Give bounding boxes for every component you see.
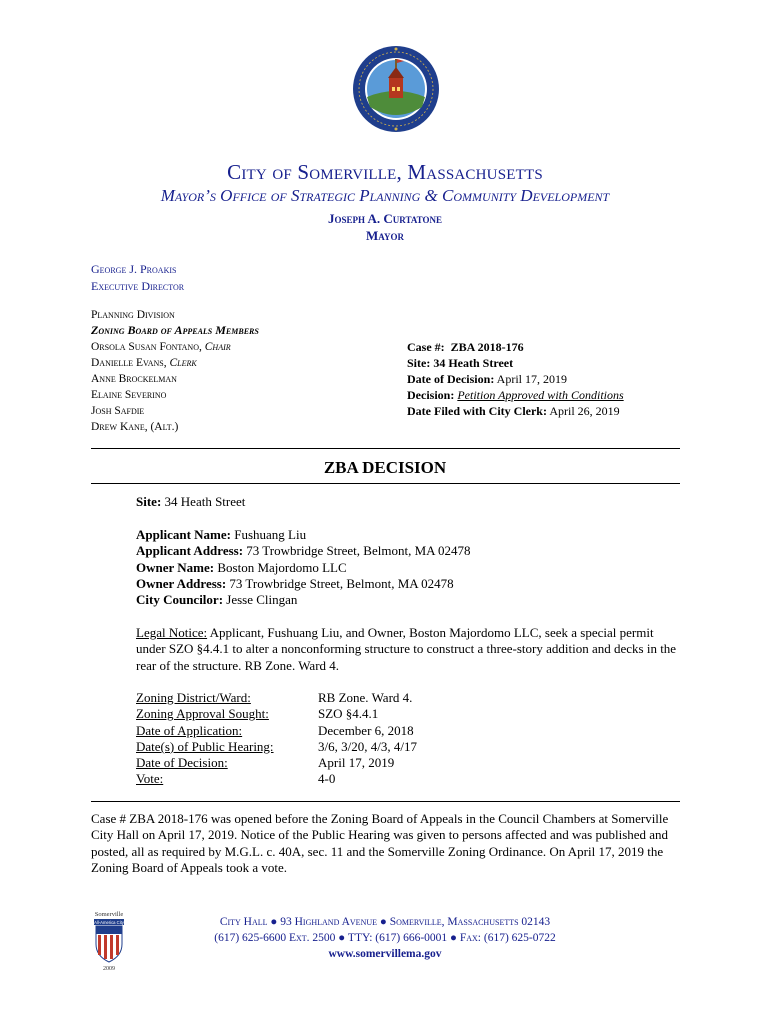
office-name: Mayor’s Office of Strategic Planning & Community Development	[160, 186, 610, 205]
footer-website-link[interactable]: www.somervillema.gov	[328, 948, 442, 960]
legal-notice: Legal Notice: Applicant, Fushuang Liu, and Owner, Boston Majordomo LLC, seek a special permit under SZO §4.4.1 to alter a nonconforming structure to construct a three-story addition and decks in the rear of the structure. RB Zone. Ward 4.	[136, 625, 677, 673]
member-item: Danielle Evans, Clerk	[91, 357, 197, 369]
applicant-block: Applicant Name: Fushuang Liu Applicant Address: 73 Trowbridge Street, Belmont, MA 02478 Owner Name: Boston Majordomo LLC Owner Address: 73 Trowbridge Street, Belmont, MA 02478 City Councilor: Jesse Clingan	[136, 527, 471, 608]
divider	[91, 801, 680, 802]
footer	[0, 914, 770, 962]
svg-text:All-America City: All-America City	[94, 920, 124, 925]
member-item: Anne Brockelman	[91, 373, 177, 385]
mayor-name: Joseph A. Curtatone	[327, 211, 442, 226]
member-item: Orsola Susan Fontano, Chair	[91, 341, 231, 353]
city-seal-logo	[352, 45, 440, 133]
case-summary: Case #: ZBA 2018-176 Site: 34 Heath Street Date of Decision: April 17, 2019 Decision: Petition Approved with Conditions Date Filed with City Clerk: April 26, 2019	[407, 340, 624, 418]
mayor-title: Mayor	[366, 228, 404, 243]
footer-phone: (617) 625-6600 Ext. 2500 ● TTY: (617) 666-0001 ● Fax: (617) 625-0722	[214, 932, 556, 944]
facts-labels: Zoning District/Ward: Zoning Approval Sought: Date of Application: Date(s) of Public Hearing: Date of Decision: Vote:	[136, 690, 274, 787]
svg-text:Somerville: Somerville	[94, 911, 124, 918]
member-list	[91, 339, 231, 435]
planning-division-label: Planning Division	[91, 309, 175, 321]
divider	[91, 448, 680, 449]
svg-text:2009: 2009	[103, 966, 115, 972]
city-title: City of Somerville, Massachusetts	[227, 160, 543, 184]
closing-paragraph: Case # ZBA 2018-176 was opened before the Zoning Board of Appeals in the Council Chambers at Somerville City Hall on April 17, 2019. Notice of the Public Hearing was given to persons affected and was published and posted, all as required by M.G.L. c. 40A, sec. 11 and the Somerville Zoning Ordinance. On April 17, 2019 the Zoning Board of Appeals took a vote.	[91, 811, 669, 875]
member-item: Drew Kane, (Alt.)	[91, 421, 179, 433]
decision-title: ZBA DECISION	[323, 458, 447, 477]
site-line: Site: 34 Heath Street	[136, 494, 246, 509]
footer-address: City Hall ● 93 Highland Avenue ● Somerville, Massachusetts 02143	[219, 916, 551, 928]
decision-status: Petition Approved with Conditions	[457, 388, 624, 402]
director-name: George J. Proakis	[91, 262, 177, 276]
director-title: Executive Director	[91, 279, 185, 293]
facts-values: RB Zone. Ward 4. SZO §4.4.1 December 6, 2018 3/6, 3/20, 4/3, 4/17 April 17, 2019 4-0	[318, 690, 417, 787]
member-item: Elaine Severino	[91, 389, 167, 401]
seal-icon	[352, 45, 440, 133]
member-item: Josh Safdie	[91, 405, 145, 417]
divider	[91, 483, 680, 484]
members-heading: Zoning Board of Appeals Members	[91, 323, 259, 337]
